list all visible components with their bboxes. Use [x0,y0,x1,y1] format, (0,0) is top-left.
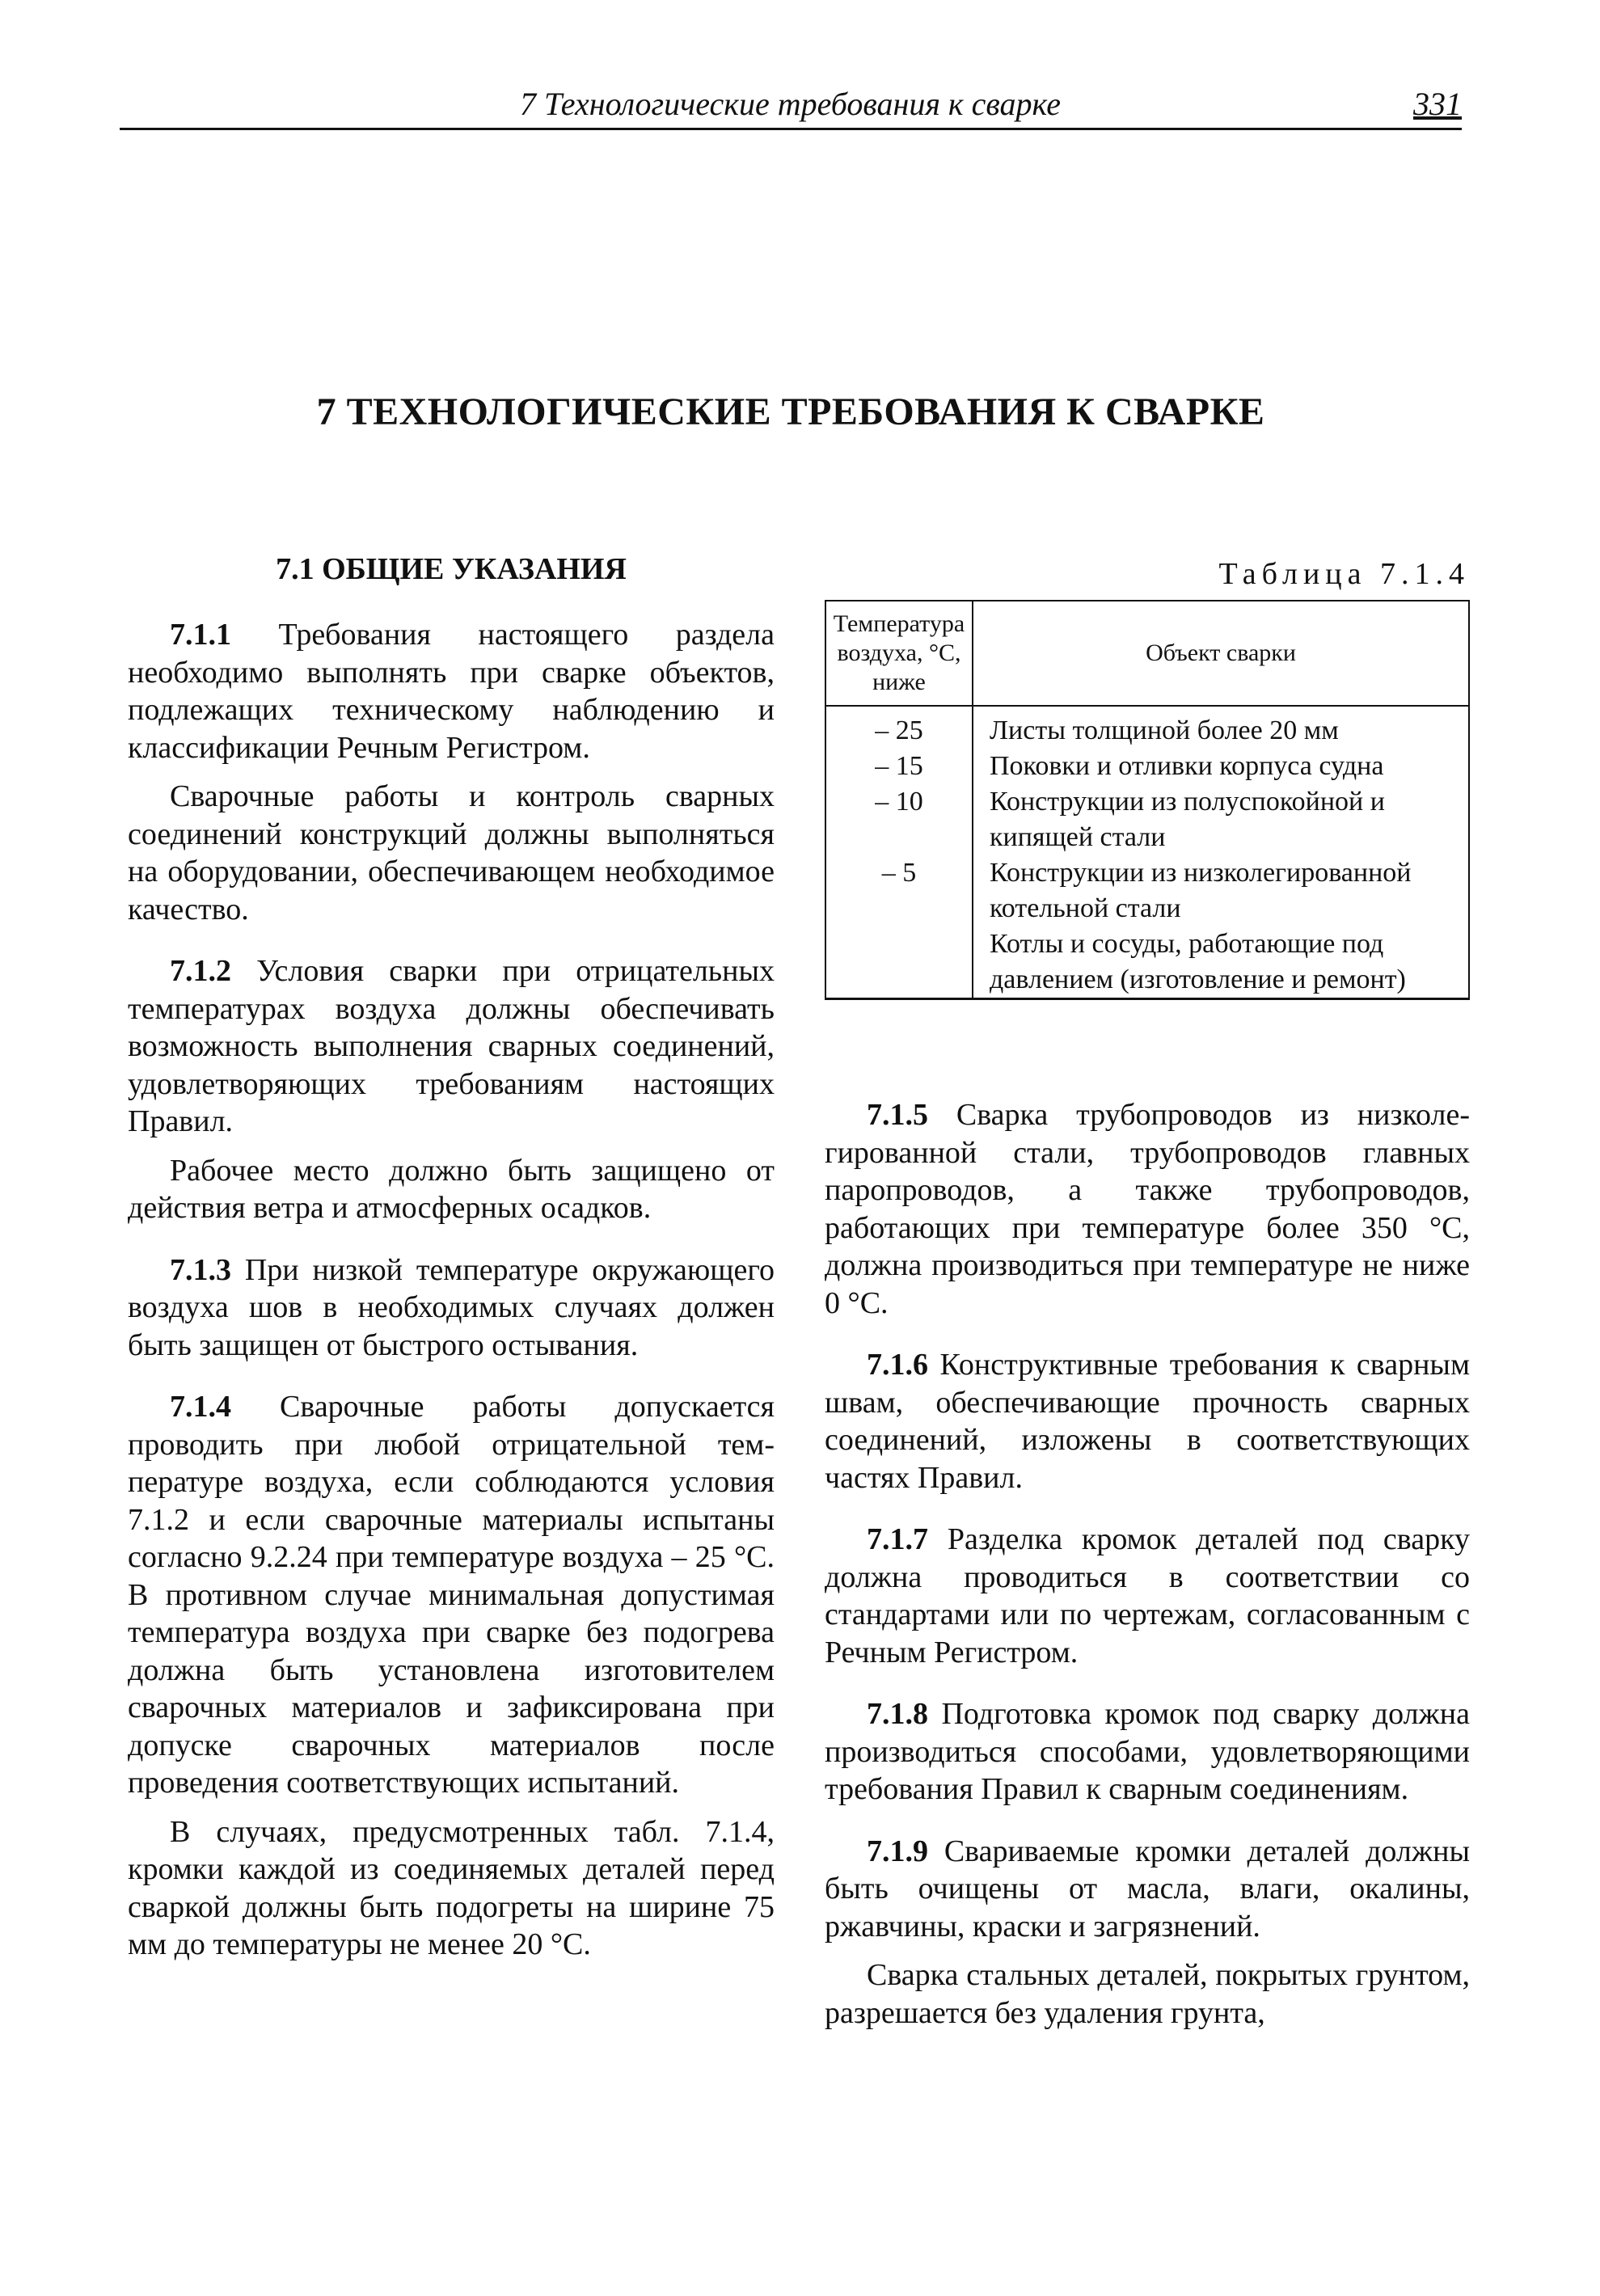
temperature-table [825,600,1470,1000]
cell-object: Котлы и сосуды, работающие под давлением (изготовление и ремонт) [973,926,1469,999]
table-header-row [825,601,1469,706]
clause-number: 7.1.9 [867,1834,928,1868]
cell-temperature: – 10 [825,784,973,855]
cell-object: Конструкции из низколегированной котельной стали [973,855,1469,926]
table-row [825,926,1469,999]
paragraph-7-1-3 [128,1251,775,1365]
paragraph-7-1-8 [825,1695,1470,1809]
paragraph-primer [825,1956,1470,2032]
chapter-title: 7 ТЕХНОЛОГИЧЕСКИЕ ТРЕБОВАНИЯ К СВАРКЕ [316,390,1265,433]
paragraph-7-1-4 [128,1388,775,1802]
table-row [825,749,1469,784]
paragraph-text: Подготовка кромок под сварку должна производиться способами, удовлетворяющими требования Правил к сварным соединениям. [825,1697,1470,1806]
running-header [120,81,1462,130]
paragraph-7-1-7 [825,1521,1470,1671]
cell-object: Листы толщиной более 20 мм [973,706,1469,749]
paragraph-preheat [128,1813,775,1964]
paragraph-text: Свариваемые кромки деталей должны быть очищены от масла, влаги, окалины, ржавчины, краски и загрязнений. [825,1834,1470,1944]
paragraph-text: Требования настоящего раздела необходимо выполнять при сварке объектов, подлежащих техническому наблюдению и классификации Речным Регистром. [128,618,775,765]
paragraph-7-1-6 [825,1346,1470,1496]
left-column [128,551,775,1975]
clause-number: 7.1.2 [170,954,231,988]
paragraph-text: Условия сварки при отрицательных температурах воздуха должны обеспечивать возможность выполнения сварных соединений, удовлетворяющих требованиям настоящих Правил. [128,954,775,1138]
clause-number: 7.1.4 [170,1390,231,1424]
cell-temperature: – 5 [825,855,973,926]
paragraph-text: Сварочные работы допускается проводить при любой отрицательной температуре воздуха, если соблюдаются условия 7.1.2 и если сварочные материалы испытаны согласно 9.2.24 при температуре воздуха – 25 °С. В противном случае минимальная допустимая температура воздуха при сварке без подогрева должна быть установлена изготовителем сварочных материалов и зафиксирована при допуске сварочных материалов после проведения соответствующих испытаний. [128,1390,775,1800]
paragraph-text: В случаях, предусмотренных табл. 7.1.4, кромки каждой из соединяемых деталей перед сваркой должны быть подогреты на ширине 75 мм до температуры не менее 20 °С. [128,1814,775,1961]
cell-temperature: – 15 [825,749,973,784]
clause-number: 7.1.1 [170,618,231,652]
paragraph-workplace [128,1152,775,1227]
paragraph-text: Рабочее место должно быть защищено от действия ветра и атмосферных осадков. [128,1153,775,1225]
paragraph-text: При низкой температуре окружающего воздуха шов в необходимых случаях должен быть защищен от быстрого остывания. [128,1252,775,1362]
cell-temperature [825,926,973,999]
paragraph-welding-work [128,778,775,928]
cell-temperature: – 25 [825,706,973,749]
paragraph-7-1-9 [825,1833,1470,1946]
paragraph-text: Сварка трубопроводов из низколегированной стали, трубопроводов главных паропроводов, а также трубопроводов, работающих при температуре более 350 °С, должна производиться при температуре не ниже 0 °С. [825,1098,1470,1320]
paragraph-text: Конструктивные требования к сварным швам, обеспечивающие прочность сварных соединений, изложены в соответствующих частях Правил. [825,1348,1470,1495]
table-row [825,706,1469,749]
cell-object: Конструкции из полуспокойной и кипящей стали [973,784,1469,855]
clause-number: 7.1.7 [867,1522,928,1556]
column-header-object: Объект сварки [973,601,1469,706]
table-caption: Таблица 7.1.4 [1218,557,1470,591]
clause-number: 7.1.6 [867,1348,928,1382]
paragraph-7-1-1 [128,616,775,766]
clause-number: 7.1.3 [170,1252,231,1287]
clause-number: 7.1.8 [867,1697,928,1731]
paragraph-text: Разделка кромок деталей под сварку должна проводиться в соответствии со стандартами или по чертежам, согласованным с Речным Регистром. [825,1522,1470,1669]
paragraph-7-1-2 [128,952,775,1141]
table-row [825,784,1469,855]
column-header-temperature: Температура воздуха, °С, ниже [825,601,973,706]
running-header-title: 7 Технологические требования к сварке [520,86,1061,122]
clause-number: 7.1.5 [867,1098,928,1132]
table-row [825,855,1469,926]
paragraph-text: Сварка стальных деталей, покрытых грунтом, разрешается без удаления грунта, [825,1958,1470,2030]
table-7-1-4 [825,556,1470,1000]
page-number: 331 [1413,86,1462,122]
paragraph-7-1-5 [825,1096,1470,1322]
cell-object: Поковки и отливки корпуса судна [973,749,1469,784]
section-title: 7.1 ОБЩИЕ УКАЗАНИЯ [276,552,627,586]
right-column [825,1096,1470,2043]
paragraph-text: Сварочные работы и контроль сварных соединений конструкций должны выполняться на оборудовании, обеспечивающем необходимое качество. [128,779,775,926]
